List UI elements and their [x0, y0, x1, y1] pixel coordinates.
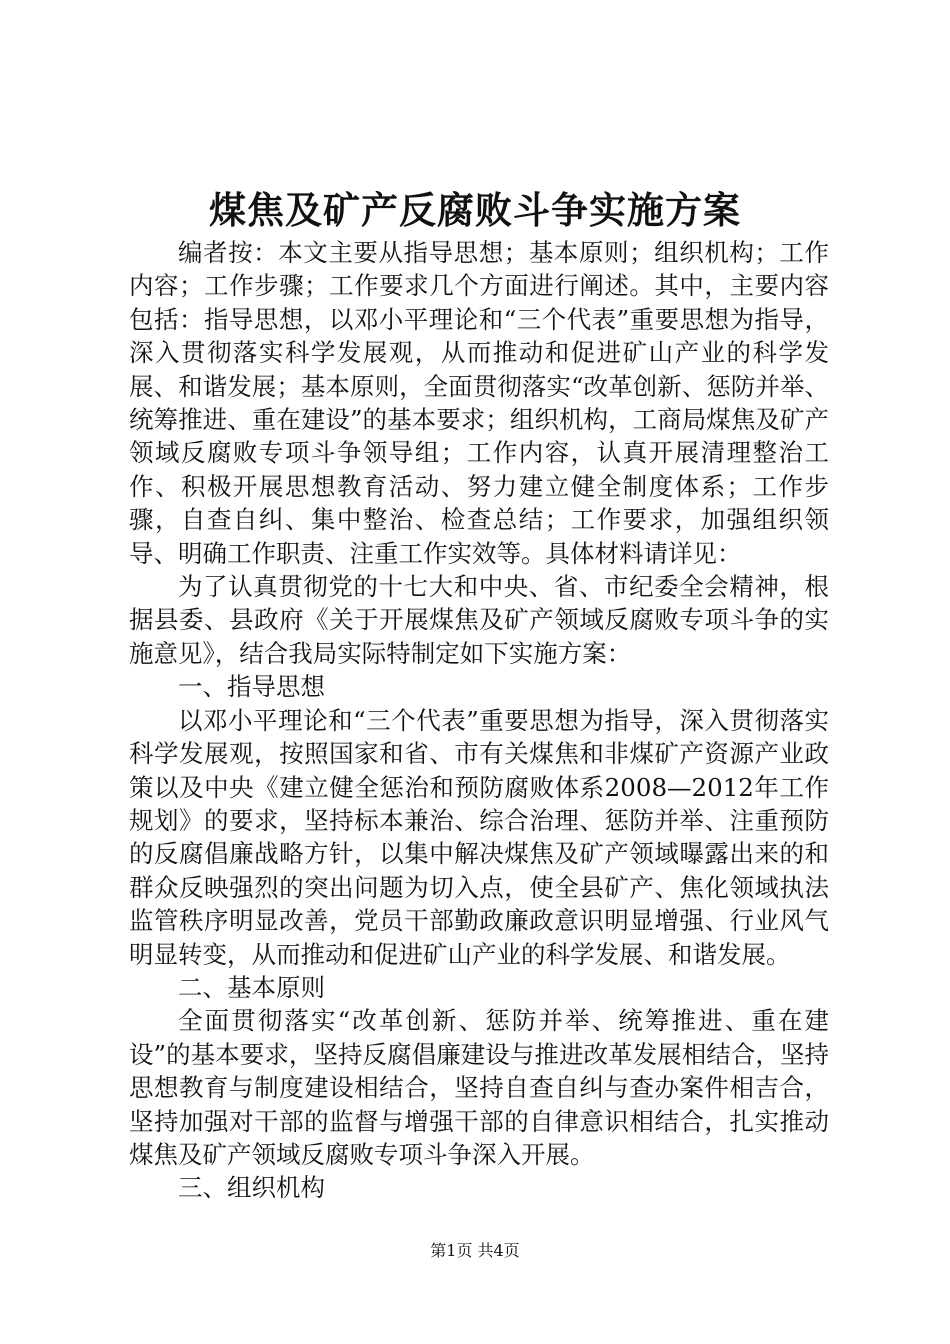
editor-note-paragraph: 编者按：本文主要从指导思想；基本原则；组织机构；工作内容；工作步骤；工作要求几个方面进行阐述。其中，主要内容包括：指导思想，以邓小平理论和“三个代表”重要思想为指导，深入贯彻落实科学发展观，从而推动和促进矿山产业的科学发展、和谐发展；基本原则，全面贯彻落实“改革创新、惩防并举、统筹推进、重在建设”的基本要求；组织机构，工商局煤焦及矿产领域反腐败专项斗争领导组；工作内容，认真开展清理整治工作、积极开展思想教育活动、努力建立健全制度体系；工作步骤，自查自纠、集中整治、检查总结；工作要求，加强组织领导、明确工作职责、注重工作实效等。具体材料请详见： [129, 238, 829, 568]
section-heading-basic-principles: 二、基本原则 [178, 972, 325, 1002]
section-heading-guiding-ideology: 一、指导思想 [178, 672, 325, 702]
page-number-footer: 第1页 共4页 [430, 1241, 520, 1260]
document-title: 煤焦及矿产反腐败斗争实施方案 [209, 188, 741, 232]
document-body [129, 236, 829, 1205]
intro-paragraph: 为了认真贯彻党的十七大和中央、省、市纪委全会精神，根据县委、县政府《关于开展煤焦及矿产领域反腐败专项斗争的实施意见》，结合我局实际特制定如下实施方案： [129, 572, 829, 668]
basic-principles-paragraph: 全面贯彻落实“改革创新、惩防并举、统筹推进、重在建设”的基本要求，坚持反腐倡廉建设与推进改革发展相结合，坚持思想教育与制度建设相结合，坚持自查自纠与查办案件相吉合，坚持加强对干部的监督与增强干部的自律意识相结合，扎实推动煤焦及矿产领域反腐败专项斗争深入开展。 [129, 1006, 829, 1169]
section-heading-organization: 三、组织机构 [178, 1173, 325, 1203]
guiding-ideology-paragraph: 以邓小平理论和“三个代表”重要思想为指导，深入贯彻落实科学发展观，按照国家和省、市有关煤焦和非煤矿产资源产业政策以及中央《建立健全惩治和预防腐败体系2008—2012年工作规划》的要求，坚持标本兼治、综合治理、惩防并举、注重预防的反腐倡廉战略方针，以集中解决煤焦及矿产领域曝露出来的和群众反映强烈的突出问题为切入点，使全县矿产、焦化领域执法监管秩序明显改善，党员干部勤政廉政意识明显增强、行业风气明显转变，从而推动和促进矿山产业的科学发展、和谐发展。 [129, 705, 829, 969]
